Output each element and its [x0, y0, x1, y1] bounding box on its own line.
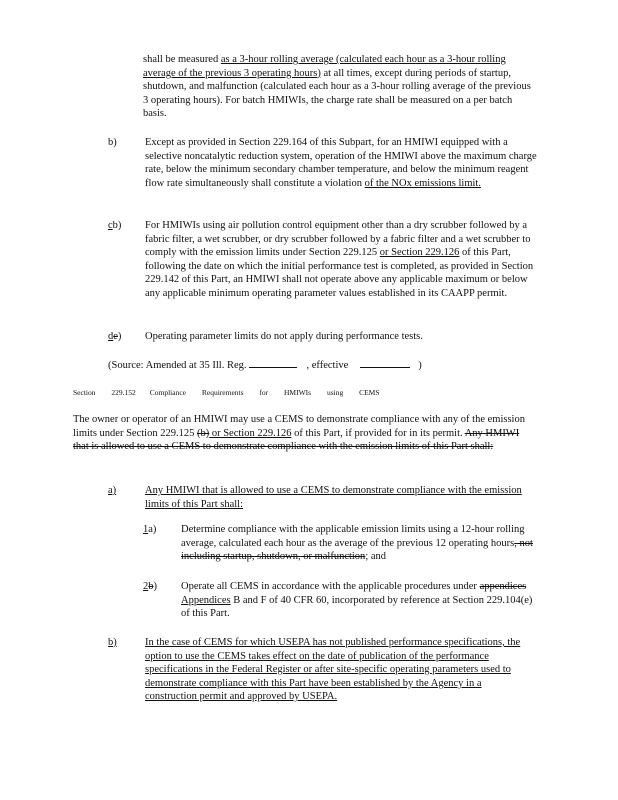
item-1-label: [143, 523, 156, 537]
subsection-b2-text: In the case of CEMS for which USEPA has not published performance specifications, the option to use the CEMS takes effect on the date of publication of the performance specifications in the Federal Register or after site-specific operating parameters used to demonstrate compliance with this Part have been established by the Agency in a construction permit and approved by USEPA.: [145, 637, 521, 703]
intro-inserted-text: as a 3-hour rolling average (calculated each hour as a 3-hour rolling average of the previous 3 operating hours): [143, 54, 506, 79]
subsection-b-inserted: of the NOx emissions limit.: [364, 177, 481, 189]
item-1-label-rest: a): [148, 524, 157, 535]
section-paragraph-deleted: (b): [196, 427, 210, 439]
item-2-deleted: appendices: [479, 581, 527, 592]
item-1-deleted: , not including startup, shutdown, or malfunction: [181, 537, 533, 563]
subsection-d-label: [108, 330, 121, 344]
item-2-label-rest: ): [153, 581, 157, 592]
subsection-a-label: a): [108, 485, 117, 496]
section-paragraph-inserted: or Section 229.126: [209, 427, 292, 439]
source-note: [108, 357, 538, 373]
item-2-label: [143, 580, 157, 594]
effective-blank: [360, 357, 410, 368]
intro-text-rest: at all times, except during periods of startup, shutdown, and malfunction (calculated each hour as a 3-hour rolling average of the previous 3 operating hours). For batch HMIWIs, the charge rate shall be measured on a per batch basis.: [143, 67, 531, 120]
subsection-a-text: Any HMIWI that is allowed to use a CEMS to demonstrate compliance with the emission limits of this Part shall:: [145, 485, 522, 510]
item-1-body: Determine compliance with the applicable emission limits using a 12-hour rolling average, calculated each hour as the average of the previous 12 operating hours: [181, 524, 525, 549]
subsection-c-inserted: or Section 229.126: [379, 247, 460, 259]
subsection-c-text: [145, 219, 535, 301]
section-paragraph-struck-sentence: Any HMIWI that is allowed to use a CEMS to demonstrate compliance with the emission limits of this Part shall:: [73, 427, 520, 453]
subsection-c-body: For HMIWIs using air pollution control equipment other than a dry scrubber followed by a fabric filter, a wet scrubber, or dry scrubber followed by a fabric filter and a wet scrubber to comply with the emission limits under Section 229.125: [145, 220, 531, 259]
item-1-label-inserted: 1: [143, 524, 149, 535]
subsection-c-label-inserted: c: [108, 220, 113, 231]
item-2-label-inserted: 2: [143, 581, 149, 592]
section-paragraph: [73, 413, 533, 454]
item-1-text: [181, 523, 537, 564]
subsection-b-body: Except as provided in Section 229.164 of this Subpart, for an HMIWI equipped with a selective noncatalytic reduction system, operation of the HMIWI above the maximum charge rate, below the minimum secondary chamber temperature, and below the minimum reagent flow rate simultaneously shall constitute a violation: [145, 137, 537, 189]
item-2-body: Operate all CEMS in accordance with the applicable procedures under: [181, 581, 480, 592]
subsection-d-text: Operating parameter limits do not apply during performance tests.: [145, 331, 423, 342]
subsection-d-label-deleted: e: [113, 331, 118, 342]
item-1-body-rest: ; and: [365, 551, 387, 563]
subsection-b-text: [145, 136, 540, 190]
section-paragraph-body: The owner or operator of an HMIWI may use a CEMS to demonstrate compliance with any of the emission limits under Section 229.125: [73, 414, 525, 439]
section-title: Compliance Requirements for HMIWIs using CEMS: [149, 388, 380, 397]
intro-text: shall be measured: [143, 54, 221, 65]
item-2-body-rest: B and F of 40 CFR 60, incorporated by reference at Section 229.104(e) of this Part.: [181, 594, 533, 620]
subsection-c-label-rest: b): [112, 220, 122, 231]
subsection-d-label-inserted: d: [108, 331, 114, 342]
subsection-b-label: b): [108, 137, 117, 148]
source-amended: (Source: Amended at 35 Ill. Reg.: [108, 360, 247, 371]
item-2-label-deleted: b: [148, 581, 154, 592]
section-paragraph-body-rest: of this Part, if provided for in its permit.: [291, 427, 465, 439]
subsection-c-label: [108, 219, 121, 233]
subsection-b2-label: b): [108, 637, 117, 648]
section-number: Section 229.152: [73, 388, 136, 397]
intro-paragraph: [143, 53, 535, 121]
section-heading: [73, 388, 380, 398]
subsection-c-body-rest: of this Part, following the date on which the initial performance test is completed, as provided in Section 229.142 of this Part, an HMIWI shall not operate above any applicable maximum or below any applicable minimum operating parameter values established in its CAAPP permit.: [145, 247, 534, 299]
subsection-d-label-rest: ): [117, 331, 122, 342]
source-effective: , effective: [306, 360, 349, 371]
source-close: ): [418, 360, 422, 371]
register-blank: [249, 357, 297, 368]
item-2-text: [181, 580, 537, 621]
item-2-inserted: Appendices: [181, 594, 231, 606]
